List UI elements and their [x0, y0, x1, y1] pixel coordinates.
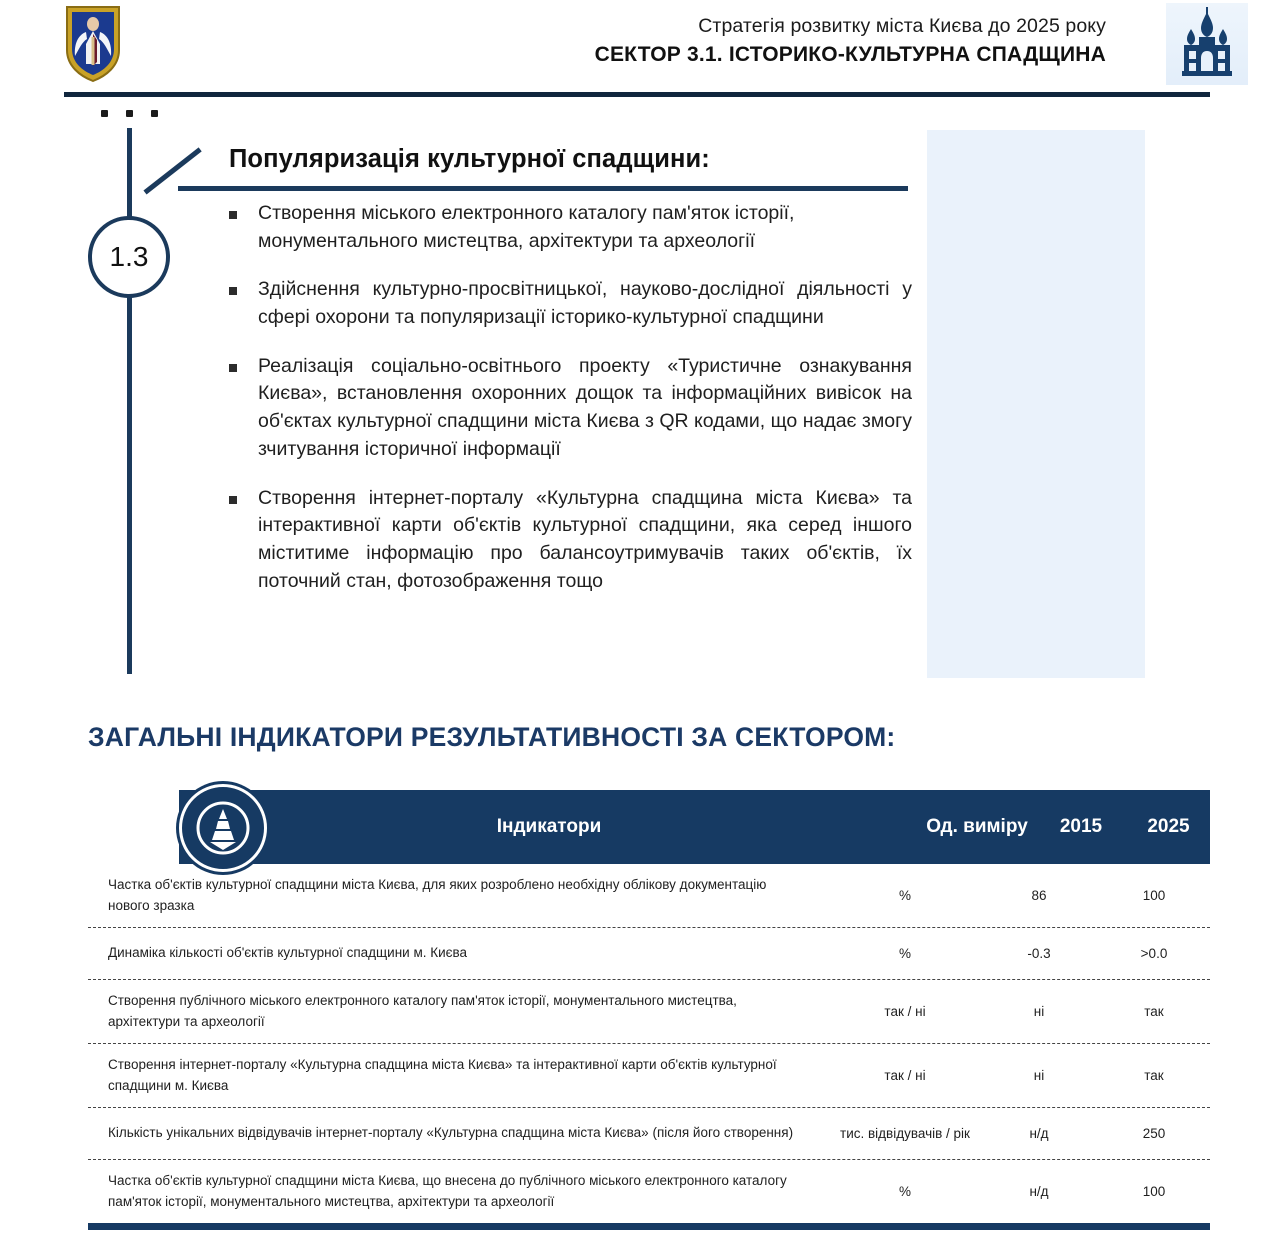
column-header-indicators: Індикатори	[496, 816, 602, 837]
cell-value-2025: >0.0	[1140, 946, 1168, 962]
ellipsis-dots	[101, 110, 158, 117]
cell-value-2025: так	[1144, 1068, 1164, 1084]
table-row	[88, 1107, 1210, 1159]
cell-indicator-name: Створення публічного міського електронного каталогу пам'яток історії, монументального мистецтва, архітектури та археології	[108, 993, 737, 1029]
list-item	[229, 200, 912, 255]
column-header-unit: Од. виміру	[926, 816, 1028, 837]
bullet-square-icon	[229, 496, 237, 504]
cell-unit: %	[898, 1183, 911, 1199]
cell-value-2025: так	[1144, 1004, 1164, 1020]
cell-value-2025: 100	[1142, 1184, 1166, 1200]
timeline-horizontal-line	[178, 186, 908, 191]
cell-value-2015: -0.3	[1027, 946, 1051, 962]
cell-value-2015: 86	[1031, 888, 1047, 904]
bullet-list	[229, 200, 912, 616]
list-item-label: Створення міського електронного каталогу пам'яток історії, монументального мистецтва, архітектури та археології	[258, 202, 795, 252]
section-title: Популяризація культурної спадщини:	[229, 145, 710, 173]
table-body	[88, 864, 1210, 1230]
cell-indicator-name: Частка об'єктів культурної спадщини міста Києва, що внесена до публічного міського електронного каталогу пам'яток історії, монументального мистецтва, архітектури та археології	[108, 1173, 787, 1209]
header-divider	[64, 92, 1210, 97]
column-header-2025: 2025	[1147, 816, 1190, 837]
cell-unit: %	[898, 945, 911, 961]
cell-unit: так / ні	[884, 1067, 926, 1083]
bullet-square-icon	[229, 287, 237, 295]
table-row	[88, 1159, 1210, 1223]
cell-value-2015: ні	[1033, 1068, 1045, 1084]
cell-indicator-name: Створення інтернет-порталу «Культурна спадщина міста Києва» та інтерактивної карти об'єктів культурної спадщини м. Києва	[108, 1057, 777, 1093]
list-item-label: Здійснення культурно-просвітницької, науково-дослідної діяльності у сфері охорони та популяризації історико-культурної спадщини	[258, 278, 912, 329]
table-row	[88, 864, 1210, 927]
table-row	[88, 1043, 1210, 1107]
cell-value-2025: 100	[1142, 888, 1166, 904]
list-item-label: Реалізація соціально-освітнього проекту «Туристичне ознакування Києва», встановлення охоронних дощок та інформаційних вивісок на об'єктах культурної спадщини міста Києва з QR кодами, що надає змогу зчитування історичної інформації	[258, 354, 912, 460]
kyiv-coat-of-arms-icon	[64, 4, 122, 84]
header-title-block	[595, 14, 1106, 69]
list-item	[229, 276, 912, 331]
cell-indicator-name: Кількість унікальних відвідувачів інтернет-порталу «Культурна спадщина міста Києва» (після його створення)	[108, 1125, 794, 1141]
cell-unit: тис. відвідувачів / рік	[840, 1125, 970, 1141]
column-header-2015: 2015	[1059, 816, 1103, 837]
indicators-table	[88, 790, 1210, 1230]
table-row	[88, 927, 1210, 979]
cell-indicator-name: Частка об'єктів культурної спадщини міста Києва, для яких розроблено необхідну облікову документацію нового зразка	[108, 877, 767, 913]
list-item	[229, 353, 912, 464]
page-title: СЕКТОР 3.1. ІСТОРИКО-КУЛЬТУРНА СПАДЩИНА	[594, 42, 1106, 66]
cone-badge-icon	[179, 784, 267, 872]
list-item-label: Створення інтернет-порталу «Культурна спадщина міста Києва» та інтерактивної карти об'єктів культурної спадщини, яка серед іншого міститиме інформацію про балансоутримувачів таких об'єктів, їх поточний стан, фотозображення тощо	[258, 486, 912, 592]
cell-unit: так / ні	[884, 1003, 926, 1019]
bullet-square-icon	[229, 211, 237, 219]
table-row	[88, 979, 1210, 1043]
table-header-row	[179, 790, 1210, 864]
page-header	[0, 0, 1274, 94]
cell-value-2015: н/д	[1029, 1184, 1049, 1200]
cell-unit: %	[898, 887, 911, 903]
cell-value-2015: н/д	[1029, 1126, 1049, 1142]
cathedral-icon	[1166, 3, 1248, 85]
cell-indicator-name: Динаміка кількості об'єктів культурної спадщини м. Києва	[108, 945, 468, 961]
timeline-vertical-line	[127, 128, 132, 674]
section-number-badge: 1.3	[88, 216, 170, 298]
list-item	[229, 485, 912, 596]
indicators-heading: ЗАГАЛЬНІ ІНДИКАТОРИ РЕЗУЛЬТАТИВНОСТІ ЗА СЕКТОРОМ:	[88, 722, 896, 752]
cell-value-2015: ні	[1033, 1004, 1045, 1020]
header-subtitle: Стратегія розвитку міста Києва до 2025 року	[698, 15, 1106, 37]
cell-value-2025: 250	[1142, 1126, 1166, 1142]
bullet-square-icon	[229, 364, 237, 372]
side-panel	[927, 130, 1145, 678]
